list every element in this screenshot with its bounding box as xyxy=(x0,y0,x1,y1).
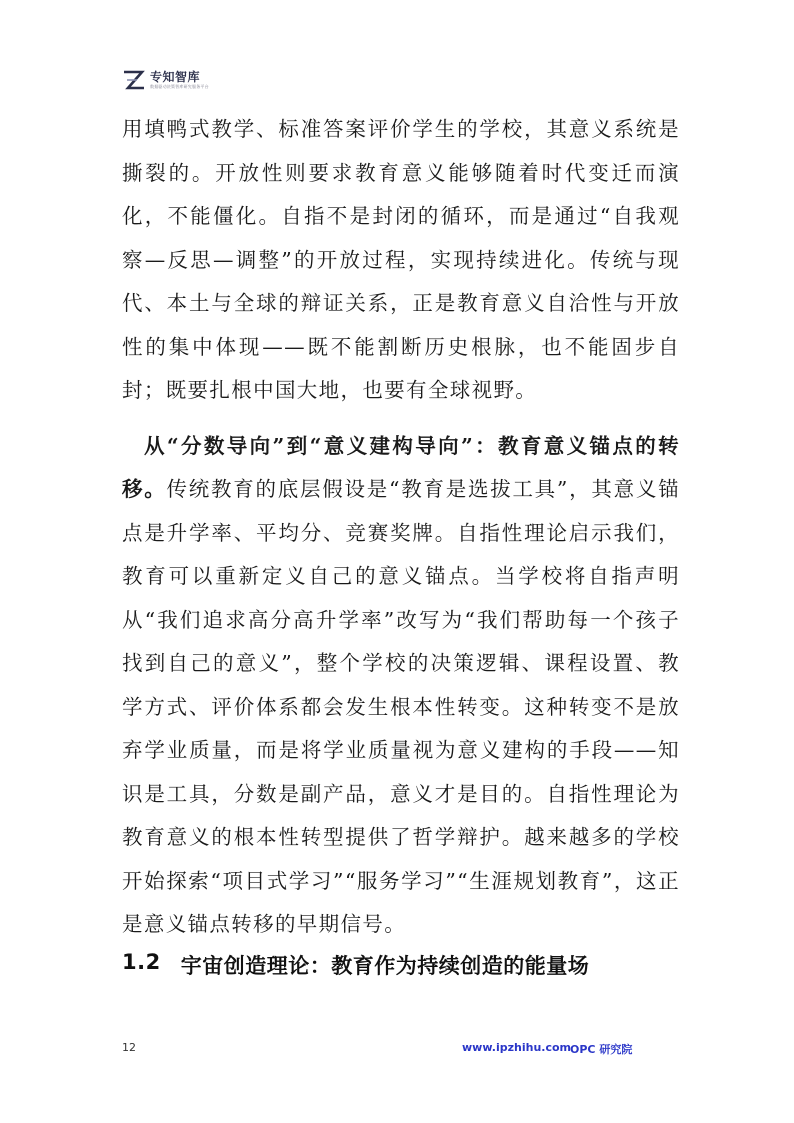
footer-website-link[interactable]: www.ipzhihu.com xyxy=(462,1041,571,1054)
logo-name: 专知智库 xyxy=(150,70,201,84)
body-text xyxy=(122,108,680,947)
footer-org: OPC 研究院 xyxy=(570,1043,633,1056)
logo-subtitle: 数据驱动决策智库研究服务平台 xyxy=(150,84,209,89)
page-number: 12 xyxy=(122,1041,136,1054)
paragraph-text: 传统教育的底层假设是“教育是选拔工具”，其意义锚点是升学率、平均分、竞赛奖牌。自指性理论启示我们，教育可以重新定义自己的意义锚点。当学校将自指声明从“我们追求高分高升学率”改写为“我们帮助每一个孩子找到自己的意义”，整个学校的决策逻辑、课程设置、教学方式、评价体系都会发生根本性转变。这种转变不是放弃学业质量，而是将学业质量视为意义建构的手段——知识是工具，分数是副产品，意义才是目的。自指性理论为教育意义的根本性转型提供了哲学辩护。越来越多的学校开始探索“项目式学习”“服务学习”“生涯规划教育”，这正是意义锚点转移的早期信号。 xyxy=(122,477,681,936)
paragraph xyxy=(122,108,680,413)
section-title: 宇宙创造理论：教育作为持续创造的能量场 xyxy=(180,954,590,978)
section-number: 1.2 xyxy=(122,950,161,974)
logo-mark-icon xyxy=(122,68,146,92)
paragraph-text: 用填鸭式教学、标准答案评价学生的学校，其意义系统是撕裂的。开放性则要求教育意义能够随着时代变迁而演化，不能僵化。自指不是封闭的循环，而是通过“自我观察—反思—调整”的开放过程，实现持续进化。传统与现代、本土与全球的辩证关系，正是教育意义自洽性与开放性的集中体现——既不能割断历史根脉，也不能固步自封；既要扎根中国大地，也要有全球视野。 xyxy=(122,117,680,402)
paragraph-lead: 从“分数导向”到“意义建构导向”：教育意义锚点的转移。 xyxy=(122,433,680,501)
section-heading xyxy=(122,950,589,980)
paragraph xyxy=(122,425,680,947)
header-logo xyxy=(122,68,209,92)
